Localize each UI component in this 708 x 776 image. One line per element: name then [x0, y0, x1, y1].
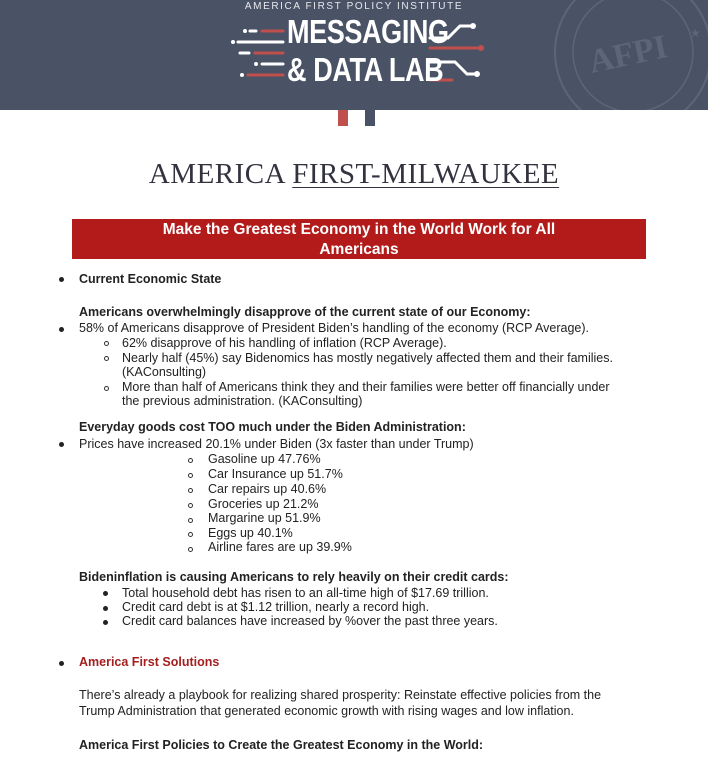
item-credit-card-balances: Credit card balances have increased by %over the past three years.	[122, 614, 498, 628]
bullet-circle	[104, 386, 109, 391]
bullet-circle	[188, 547, 193, 552]
item-airline-fares: Airline fares are up 39.9%	[208, 540, 352, 554]
item-better-off-cont: the previous administration. (KAConsulting)	[122, 394, 363, 408]
item-margarine: Margarine up 51.9%	[208, 511, 321, 525]
svg-text:★: ★	[690, 26, 701, 40]
bullet-dot	[59, 277, 64, 282]
bullet-prices-increased: Prices have increased 20.1% under Biden (3x faster than under Trump)	[79, 437, 474, 451]
item-car-insurance: Car Insurance up 51.7%	[208, 467, 343, 481]
bullet-circle	[104, 356, 109, 361]
banner-line2: Americans	[319, 241, 399, 258]
bullet-circle	[188, 458, 193, 463]
bullet-dot	[59, 661, 64, 666]
bullet-dot	[103, 620, 108, 625]
bullet-circle	[188, 532, 193, 537]
section-heading-economic-state: Current Economic State	[79, 272, 222, 286]
afpi-seal-icon	[548, 0, 708, 110]
bullet-circle	[188, 488, 193, 493]
subheading-disapprove: Americans overwhelmingly disapprove of the current state of our Economy:	[79, 305, 531, 319]
item-credit-card-debt: Credit card debt is at $1.12 trillion, nearly a record high.	[122, 600, 430, 614]
item-inflation-disapproval: 62% disapprove of his handling of inflation (RCP Average).	[122, 336, 447, 350]
subheading-policies: America First Policies to Create the Greatest Economy in the World:	[79, 738, 484, 752]
section-heading-solutions: America First Solutions	[79, 655, 220, 669]
header-banner	[0, 0, 708, 110]
item-bidenomics: Nearly half (45%) say Bidenomics has mostly negatively affected them and their families.	[122, 351, 613, 365]
bullet-circle	[188, 518, 193, 523]
item-eggs: Eggs up 40.1%	[208, 526, 293, 540]
page-title	[0, 158, 708, 191]
institute-name: AMERICA FIRST POLICY INSTITUTE	[244, 1, 464, 12]
title-first-milwaukee: FIRST-MILWAUKEE	[292, 158, 560, 190]
title-america: AMERICA	[148, 158, 293, 190]
tab-slate-bar	[365, 110, 375, 126]
section-banner	[72, 219, 646, 259]
bullet-circle	[188, 473, 193, 478]
logo-data-lab: & DATA LAB	[287, 51, 444, 88]
solutions-para-line1: There’s already a playbook for realizing shared prosperity: Reinstate effective policies from the	[79, 688, 602, 702]
svg-text:AFPI: AFPI	[585, 28, 671, 81]
solutions-para-line2: Trump Administration that generated economic growth with rising wages and low inflation.	[79, 704, 574, 718]
bullet-dot	[103, 606, 108, 611]
bullet-dot	[59, 442, 64, 447]
bullet-dot	[103, 591, 108, 596]
bullet-disapprove-economy: 58% of Americans disapprove of President Biden’s handling of the economy (RCP Average).	[79, 321, 590, 335]
item-bidenomics-source: (KAConsulting)	[122, 365, 207, 379]
item-better-off: More than half of Americans think they and their families were better off financially under	[122, 380, 610, 394]
bullet-dot	[59, 327, 64, 332]
tab-red-bar	[338, 110, 348, 126]
subheading-credit-cards: Bideninflation is causing Americans to rely heavily on their credit cards:	[79, 570, 509, 584]
item-groceries: Groceries up 21.2%	[208, 497, 319, 511]
subheading-everyday-goods: Everyday goods cost TOO much under the Biden Administration:	[79, 420, 466, 434]
banner-line1: Make the Greatest Economy in the World Work for All	[162, 221, 556, 238]
logo-messaging: MESSAGING	[287, 13, 449, 50]
bullet-circle	[104, 341, 109, 346]
bullet-circle	[188, 503, 193, 508]
item-gasoline: Gasoline up 47.76%	[208, 452, 321, 466]
item-car-repairs: Car repairs up 40.6%	[208, 482, 327, 496]
item-household-debt: Total household debt has risen to an all-time high of $17.69 trillion.	[122, 586, 489, 600]
